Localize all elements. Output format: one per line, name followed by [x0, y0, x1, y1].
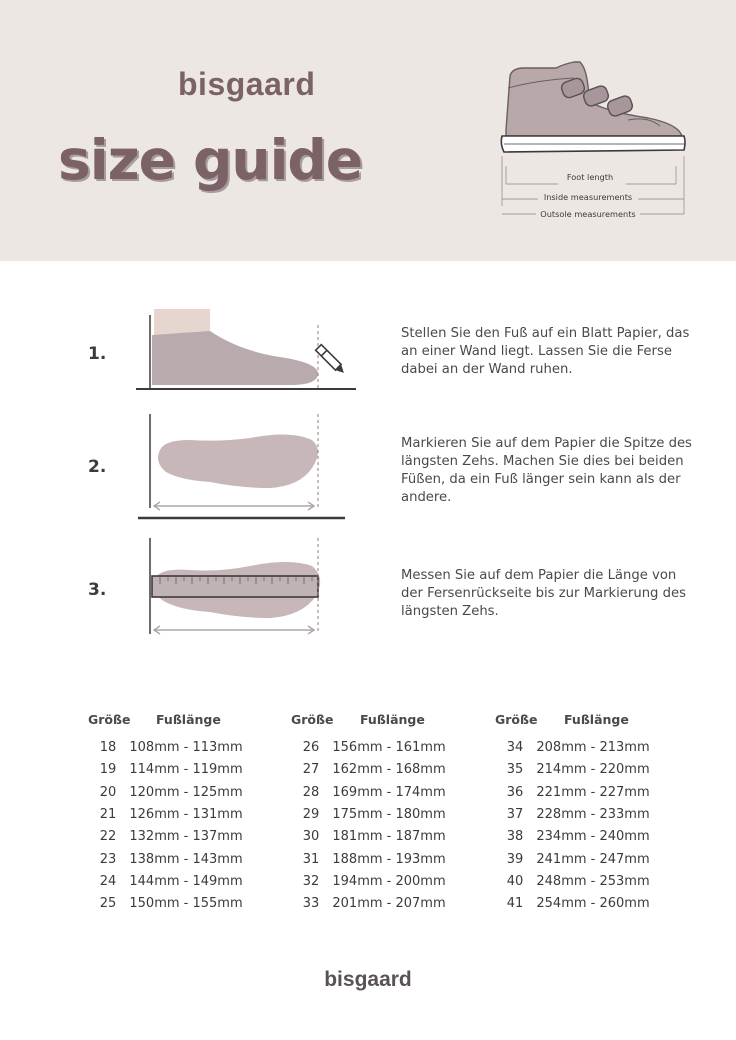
- table-row: [283, 785, 473, 807]
- size-cell: 25: [99, 896, 117, 912]
- table-row: [80, 785, 270, 807]
- size-cell: 20: [99, 784, 117, 800]
- foot-length-cell: 254mm - 260mm: [536, 896, 650, 912]
- size-cell: 27: [302, 762, 320, 778]
- step-3-number: 3.: [88, 580, 107, 600]
- table-row: [80, 807, 270, 829]
- size-cell: 23: [99, 851, 117, 867]
- table-row: [80, 762, 270, 784]
- footer-brand-logo: bisgaard: [324, 968, 412, 991]
- table-row: [80, 740, 270, 762]
- size-cell: 28: [302, 784, 320, 800]
- size-cell: 33: [302, 896, 320, 912]
- foot-length-cell: 248mm - 253mm: [536, 873, 650, 889]
- foot-length-cell: 156mm - 161mm: [332, 740, 446, 755]
- size-cell: 35: [506, 762, 524, 778]
- foot-length-cell: 214mm - 220mm: [536, 762, 650, 778]
- measure-inside-line: [502, 156, 684, 214]
- table-row: [487, 740, 677, 762]
- header-fusslaenge: Fußlänge: [564, 712, 629, 727]
- size-cell: 39: [506, 851, 524, 867]
- step-3-text: Messen Sie auf dem Papier die Länge von der Fersenrückseite bis zur Markierung des längsten Zehs.: [401, 568, 686, 619]
- foot-length-cell: 114mm - 119mm: [129, 762, 243, 778]
- size-cell: 34: [506, 740, 524, 755]
- label-foot-length: Foot length: [566, 172, 614, 182]
- step-3-illustration: [130, 538, 360, 643]
- table-row: [283, 852, 473, 874]
- step-1-illustration: [130, 305, 360, 395]
- table-row: [283, 829, 473, 851]
- step-2-illustration: [130, 410, 360, 525]
- foot-length-cell: 150mm - 155mm: [129, 896, 243, 912]
- table-row: [487, 785, 677, 807]
- length-arrow: [154, 502, 314, 510]
- header-groesse: Größe: [291, 712, 334, 727]
- table-row: [487, 829, 677, 851]
- size-cell: 29: [302, 806, 320, 822]
- foot-length-cell: 162mm - 168mm: [332, 762, 446, 778]
- foot-length-cell: 241mm - 247mm: [536, 851, 650, 867]
- size-cell: 41: [506, 896, 524, 912]
- header-fusslaenge: Fußlänge: [360, 712, 425, 727]
- foot-length-cell: 234mm - 240mm: [536, 829, 650, 845]
- table-row: [487, 896, 677, 918]
- size-table: [0, 712, 736, 922]
- foot-length-cell: 169mm - 174mm: [332, 784, 446, 800]
- shoe-measurement-diagram: [498, 58, 688, 224]
- size-cell: 40: [506, 873, 524, 889]
- foot-length-cell: 221mm - 227mm: [536, 784, 650, 800]
- foot-length-cell: 132mm - 137mm: [129, 829, 243, 845]
- header-fusslaenge: Fußlänge: [156, 712, 221, 727]
- foot-length-cell: 194mm - 200mm: [332, 873, 446, 889]
- size-cell: 21: [99, 806, 117, 822]
- step-2-number: 2.: [88, 457, 107, 477]
- table-row: [80, 896, 270, 918]
- table-row: [487, 874, 677, 896]
- size-cell: 18: [99, 740, 117, 755]
- foot-length-cell: 181mm - 187mm: [332, 829, 446, 845]
- size-cell: 32: [302, 873, 320, 889]
- foot-length-cell: 144mm - 149mm: [129, 873, 243, 889]
- foot-shape: [152, 331, 318, 385]
- size-cell: 24: [99, 873, 117, 889]
- table-row: [487, 762, 677, 784]
- brand-logo: bisgaard: [178, 66, 316, 102]
- size-cell: 22: [99, 829, 117, 845]
- size-cell: 19: [99, 762, 117, 778]
- length-arrow: [154, 626, 314, 634]
- foot-length-cell: 208mm - 213mm: [536, 740, 650, 755]
- foot-length-cell: 175mm - 180mm: [332, 806, 446, 822]
- foot-length-cell: 201mm - 207mm: [332, 896, 446, 912]
- foot-length-cell: 228mm - 233mm: [536, 806, 650, 822]
- step-2-text: Markieren Sie auf dem Papier die Spitze des längsten Zehs. Machen Sie dies bei beiden Füßen, da ein Fuß länger sein kann als der andere.: [401, 436, 692, 505]
- foot-length-cell: 108mm - 113mm: [129, 740, 243, 755]
- foot-length-cell: 126mm - 131mm: [129, 806, 243, 822]
- pencil-icon: [316, 345, 347, 376]
- table-row: [80, 874, 270, 896]
- table-row: [283, 874, 473, 896]
- table-row: [487, 807, 677, 829]
- header-groesse: Größe: [88, 712, 131, 727]
- foot-length-cell: 188mm - 193mm: [332, 851, 446, 867]
- label-outsole-measurements: Outsole measurements: [540, 209, 636, 219]
- size-cell: 26: [302, 740, 320, 755]
- size-cell: 36: [506, 784, 524, 800]
- size-cell: 37: [506, 806, 524, 822]
- step-1-text: Stellen Sie den Fuß auf ein Blatt Papier, das an einer Wand liegt. Lassen Sie die Ferse dabei an der Wand ruhen.: [401, 326, 690, 377]
- table-row: [283, 896, 473, 918]
- page-title: size guide: [58, 128, 363, 192]
- header-groesse: Größe: [495, 712, 538, 727]
- foot-length-cell: 120mm - 125mm: [129, 784, 243, 800]
- step-1-number: 1.: [88, 344, 107, 364]
- table-row: [80, 852, 270, 874]
- table-row: [80, 829, 270, 851]
- size-cell: 38: [506, 829, 524, 845]
- table-row: [283, 762, 473, 784]
- footprint-shape: [158, 434, 318, 488]
- foot-length-cell: 138mm - 143mm: [129, 851, 243, 867]
- size-cell: 31: [302, 851, 320, 867]
- ruler-icon: [152, 576, 318, 597]
- table-row: [487, 852, 677, 874]
- table-row: [283, 807, 473, 829]
- header-banner: [0, 0, 736, 261]
- label-inside-measurements: Inside measurements: [543, 192, 633, 202]
- table-row: [283, 740, 473, 762]
- size-cell: 30: [302, 829, 320, 845]
